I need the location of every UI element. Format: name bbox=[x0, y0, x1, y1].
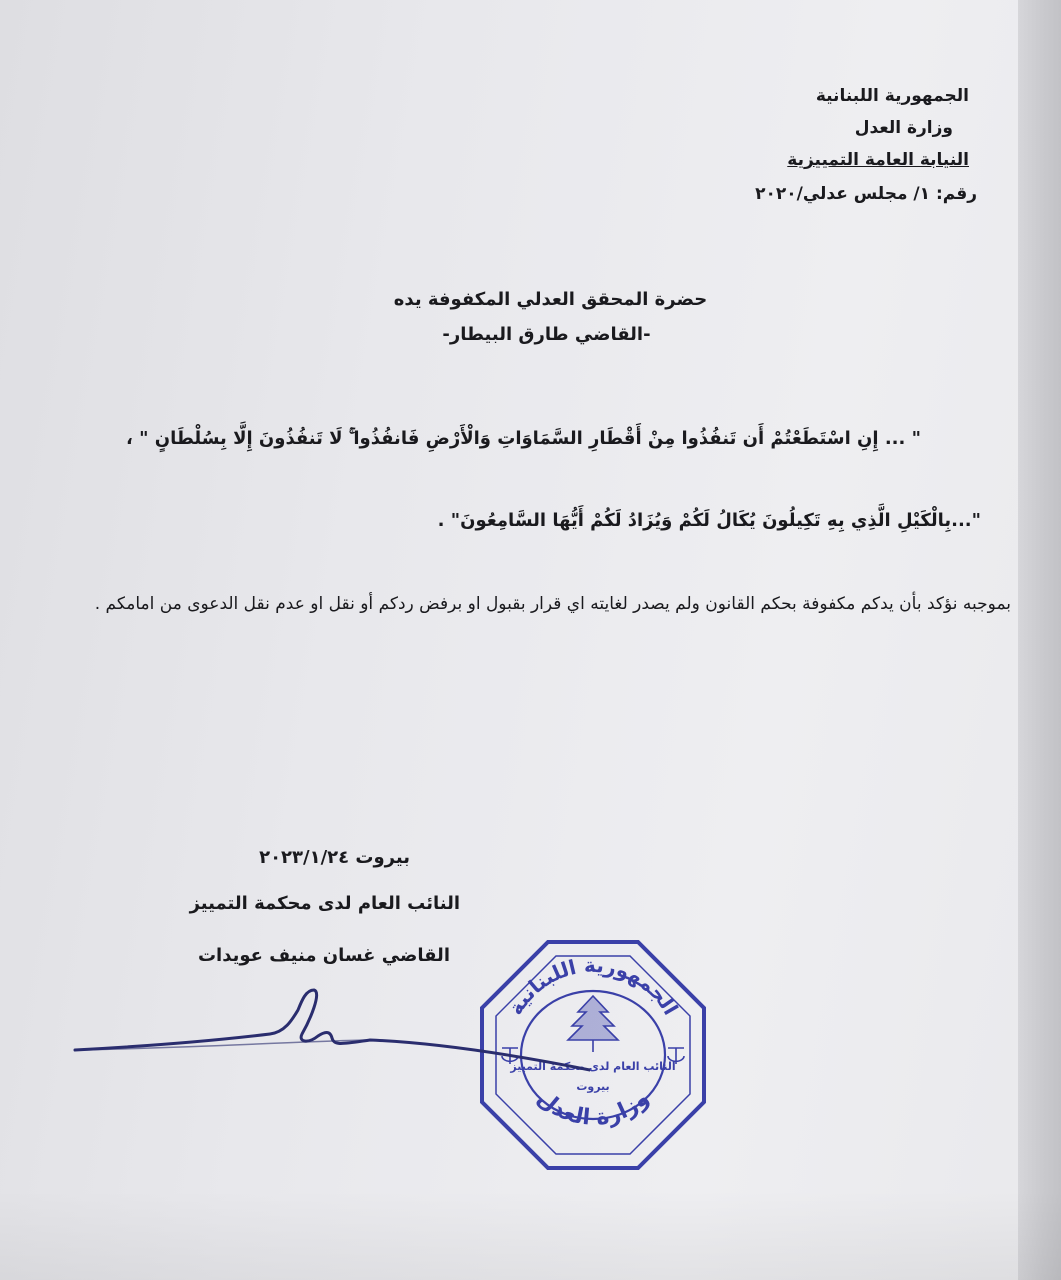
reference-number: رقم: ١/ مجلس عدلي/٢٠٢٠ bbox=[755, 184, 977, 204]
seal-city: بيروت bbox=[576, 1080, 610, 1093]
addressee-title: حضرة المحقق العدلي المكفوفة يده bbox=[393, 289, 708, 310]
seal-inner-text: النائب العام لدى محكمة التمييز bbox=[510, 1060, 676, 1073]
handwritten-signature-icon bbox=[70, 970, 590, 1100]
seal-outer-bottom: وزارة العدل bbox=[531, 1085, 655, 1131]
quote-line-2: "...بِالْكَيْلِ الَّذِي بِهِ تَكِيلُونَ يُكَالُ لَكُمْ وَيُزَادُ لَكُمْ أَيُّهَا السَّامِعُونَ" . bbox=[437, 510, 981, 531]
signatory-title: النائب العام لدى محكمة التمييز bbox=[189, 893, 460, 914]
page-shadow bbox=[0, 1190, 1061, 1280]
header-republic: الجمهورية اللبنانية bbox=[815, 86, 969, 106]
place-date: بيروت ٢٠٢٣/١/٢٤ bbox=[259, 847, 410, 868]
seal-outer-top: الجمهورية اللبنانية bbox=[503, 952, 684, 1020]
header-office: النيابة العامة التمييزية bbox=[787, 150, 969, 170]
page-edge bbox=[1018, 0, 1061, 1280]
signatory-name: القاضي غسان منيف عويدات bbox=[197, 945, 450, 966]
body-paragraph: بموجبه نؤكد بأن يدكم مكفوفة بحكم القانون ولم يصدر لغايته اي قرار بقبول او برفض ردكم أو نقل او عدم نقل الدعوى من امامكم . bbox=[94, 594, 1011, 614]
quote-line-1: " ... إِنِ اسْتَطَعْتُمْ أَن تَنفُذُوا مِنْ أَقْطَارِ السَّمَاوَاتِ وَالْأَرْضِ فَانفُذُوا ۚ لَا تَنفُذُونَ إِلَّا بِسُلْطَانٍ " ، bbox=[125, 428, 921, 449]
addressee-name: -القاضي طارق البيطار- bbox=[442, 324, 651, 345]
header-ministry: وزارة العدل bbox=[854, 118, 953, 138]
